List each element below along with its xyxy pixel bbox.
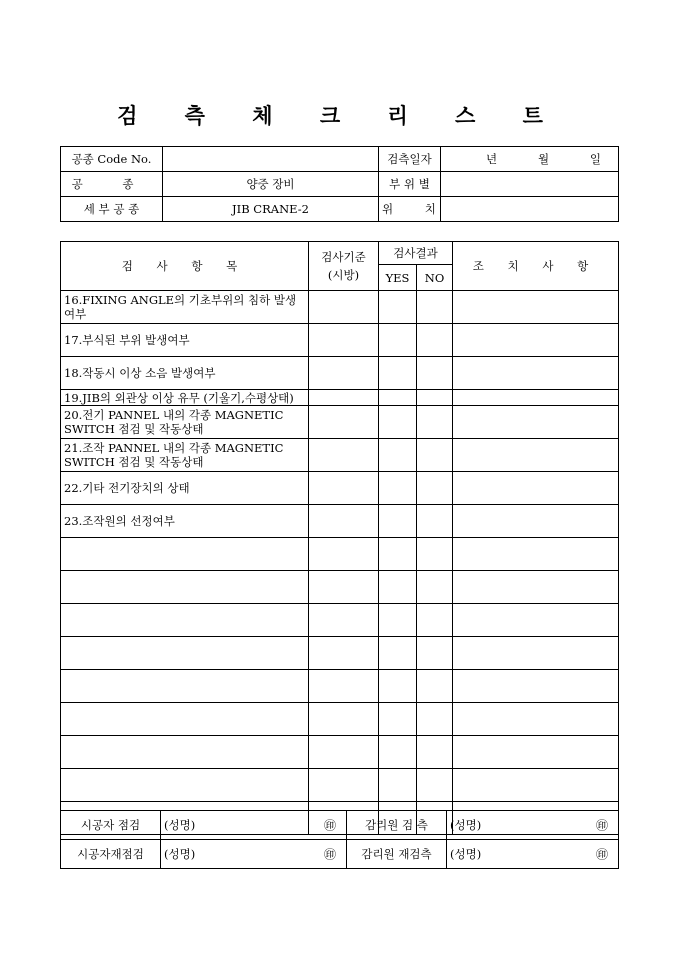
inspection-date-value[interactable] (441, 147, 619, 172)
checklist-row (61, 472, 619, 505)
no-cell[interactable] (417, 291, 453, 324)
yes-cell[interactable] (379, 736, 417, 769)
item-text: 16.FIXING ANGLE의 기초부위의 침하 발생 여부 (61, 291, 309, 324)
checklist-header-row (61, 242, 619, 265)
sign-name-placeholder: (성명) (450, 847, 482, 861)
contractor-recheck-label: 시공자재점검 (61, 840, 161, 869)
checklist-row-empty (61, 571, 619, 604)
action-cell[interactable] (453, 390, 619, 406)
no-cell[interactable] (417, 571, 453, 604)
standard-cell[interactable] (309, 390, 379, 406)
yes-cell[interactable] (379, 390, 417, 406)
yes-cell[interactable] (379, 604, 417, 637)
checklist-table (60, 241, 619, 835)
item-text: 21.조작 PANNEL 내의 각종 MAGNETIC SWITCH 점검 및 작동상태 (61, 439, 309, 472)
action-cell[interactable] (453, 357, 619, 390)
no-cell[interactable] (417, 505, 453, 538)
no-cell[interactable] (417, 357, 453, 390)
header-standard-line2: (시방) (327, 268, 360, 282)
action-cell[interactable] (453, 736, 619, 769)
yes-cell[interactable] (379, 291, 417, 324)
action-cell[interactable] (453, 769, 619, 802)
no-cell[interactable] (417, 324, 453, 357)
checklist-row-empty (61, 637, 619, 670)
item-cell[interactable] (61, 703, 309, 736)
checklist-row-empty (61, 670, 619, 703)
yes-cell[interactable] (379, 324, 417, 357)
contractor-recheck-sign[interactable] (161, 840, 347, 869)
item-text: 17.부식된 부위 발생여부 (61, 324, 309, 357)
header-result: 검사결과 (379, 242, 453, 265)
sign-name-placeholder: (성명) (164, 818, 196, 832)
item-text: 20.전기 PANNEL 내의 각종 MAGNETIC SWITCH 점검 및 작동상태 (61, 406, 309, 439)
no-cell[interactable] (417, 472, 453, 505)
yes-cell[interactable] (379, 571, 417, 604)
no-cell[interactable] (417, 406, 453, 439)
action-cell[interactable] (453, 439, 619, 472)
yes-cell[interactable] (379, 406, 417, 439)
checklist-row-empty (61, 538, 619, 571)
header-standard-line1: 검사기준 (321, 250, 366, 264)
signature-table (60, 810, 619, 869)
action-cell[interactable] (453, 604, 619, 637)
yes-cell[interactable] (379, 357, 417, 390)
yes-cell[interactable] (379, 670, 417, 703)
part-label: 부 위 별 (379, 172, 441, 197)
action-cell[interactable] (453, 538, 619, 571)
part-value[interactable] (441, 172, 619, 197)
checklist-row-empty (61, 769, 619, 802)
item-cell[interactable] (61, 736, 309, 769)
contractor-check-sign[interactable] (161, 811, 347, 840)
standard-cell[interactable] (309, 505, 379, 538)
item-cell[interactable] (61, 637, 309, 670)
code-value[interactable] (163, 147, 379, 172)
signature-row (61, 840, 619, 869)
detail-work-value[interactable]: JIB CRANE-2 (163, 197, 379, 222)
standard-cell[interactable] (309, 291, 379, 324)
sign-name-placeholder: (성명) (450, 818, 482, 832)
item-text: 19.JIB의 외관상 이상 유무 (기울기,수평상태) (61, 390, 309, 406)
action-cell[interactable] (453, 472, 619, 505)
seal-icon: ㊞ (595, 847, 608, 862)
no-cell[interactable] (417, 703, 453, 736)
date-day: 일 (589, 152, 601, 166)
action-cell[interactable] (453, 670, 619, 703)
info-table (60, 146, 619, 222)
inspection-date-label: 검측일자 (379, 147, 441, 172)
checklist-row (61, 406, 619, 439)
standard-cell[interactable] (309, 357, 379, 390)
standard-cell[interactable] (309, 538, 379, 571)
standard-cell[interactable] (309, 736, 379, 769)
standard-cell[interactable] (309, 637, 379, 670)
item-cell[interactable] (61, 769, 309, 802)
sign-name-placeholder: (성명) (164, 847, 196, 861)
standard-cell[interactable] (309, 439, 379, 472)
seal-icon: ㊞ (323, 818, 336, 833)
action-cell[interactable] (453, 703, 619, 736)
standard-cell[interactable] (309, 769, 379, 802)
no-cell[interactable] (417, 390, 453, 406)
no-cell[interactable] (417, 769, 453, 802)
no-cell[interactable] (417, 736, 453, 769)
item-cell[interactable] (61, 604, 309, 637)
contractor-check-label: 시공자 점검 (61, 811, 161, 840)
no-cell[interactable] (417, 604, 453, 637)
item-text: 23.조작원의 선정여부 (61, 505, 309, 538)
seal-icon: ㊞ (595, 818, 608, 833)
standard-cell[interactable] (309, 406, 379, 439)
location-value[interactable] (441, 197, 619, 222)
supervisor-inspect-label: 감리원 검 측 (347, 811, 447, 840)
supervisor-reinspect-label: 감리원 재검측 (347, 840, 447, 869)
header-action: 조 치 사 항 (453, 242, 619, 291)
supervisor-inspect-sign[interactable] (447, 811, 619, 840)
action-cell[interactable] (453, 637, 619, 670)
checklist-row-empty (61, 736, 619, 769)
yes-cell[interactable] (379, 472, 417, 505)
item-cell[interactable] (61, 670, 309, 703)
yes-cell[interactable] (379, 637, 417, 670)
yes-cell[interactable] (379, 703, 417, 736)
no-cell[interactable] (417, 670, 453, 703)
header-standard (309, 242, 379, 291)
standard-cell[interactable] (309, 670, 379, 703)
header-inspection-item: 검 사 항 목 (61, 242, 309, 291)
detail-work-label: 세 부 공 종 (61, 197, 163, 222)
info-row-code (61, 147, 619, 172)
standard-cell[interactable] (309, 703, 379, 736)
action-cell[interactable] (453, 291, 619, 324)
yes-cell[interactable] (379, 505, 417, 538)
checklist-row-empty (61, 604, 619, 637)
action-cell[interactable] (453, 571, 619, 604)
yes-cell[interactable] (379, 538, 417, 571)
info-row-detail (61, 197, 619, 222)
checklist-row (61, 439, 619, 472)
item-cell[interactable] (61, 538, 309, 571)
header-yes: YES (379, 265, 417, 291)
checklist-row (61, 505, 619, 538)
code-label: 공종 Code No. (61, 147, 163, 172)
date-year: 년 (486, 152, 498, 166)
item-text: 22.기타 전기장치의 상태 (61, 472, 309, 505)
checklist-row (61, 291, 619, 324)
item-cell[interactable] (61, 571, 309, 604)
no-cell[interactable] (417, 439, 453, 472)
location-label: 위 치 (379, 197, 441, 222)
no-cell[interactable] (417, 637, 453, 670)
yes-cell[interactable] (379, 439, 417, 472)
action-cell[interactable] (453, 406, 619, 439)
page-title: 검 측 체 크 리 스 트 (117, 103, 563, 128)
standard-cell[interactable] (309, 472, 379, 505)
item-text: 18.작동시 이상 소음 발생여부 (61, 357, 309, 390)
yes-cell[interactable] (379, 769, 417, 802)
checklist-row (61, 357, 619, 390)
date-month: 월 (537, 152, 550, 166)
signature-row (61, 811, 619, 840)
checklist-row-empty (61, 703, 619, 736)
standard-cell[interactable] (309, 324, 379, 357)
info-row-work-type (61, 172, 619, 197)
work-type-label: 공 종 (61, 172, 163, 197)
work-type-value[interactable]: 양중 장비 (163, 172, 379, 197)
seal-icon: ㊞ (323, 847, 336, 862)
standard-cell[interactable] (309, 571, 379, 604)
no-cell[interactable] (417, 538, 453, 571)
standard-cell[interactable] (309, 604, 379, 637)
action-cell[interactable] (453, 505, 619, 538)
supervisor-reinspect-sign[interactable] (447, 840, 619, 869)
checklist-row (61, 324, 619, 357)
checklist-row (61, 390, 619, 406)
action-cell[interactable] (453, 324, 619, 357)
header-no: NO (417, 265, 453, 291)
